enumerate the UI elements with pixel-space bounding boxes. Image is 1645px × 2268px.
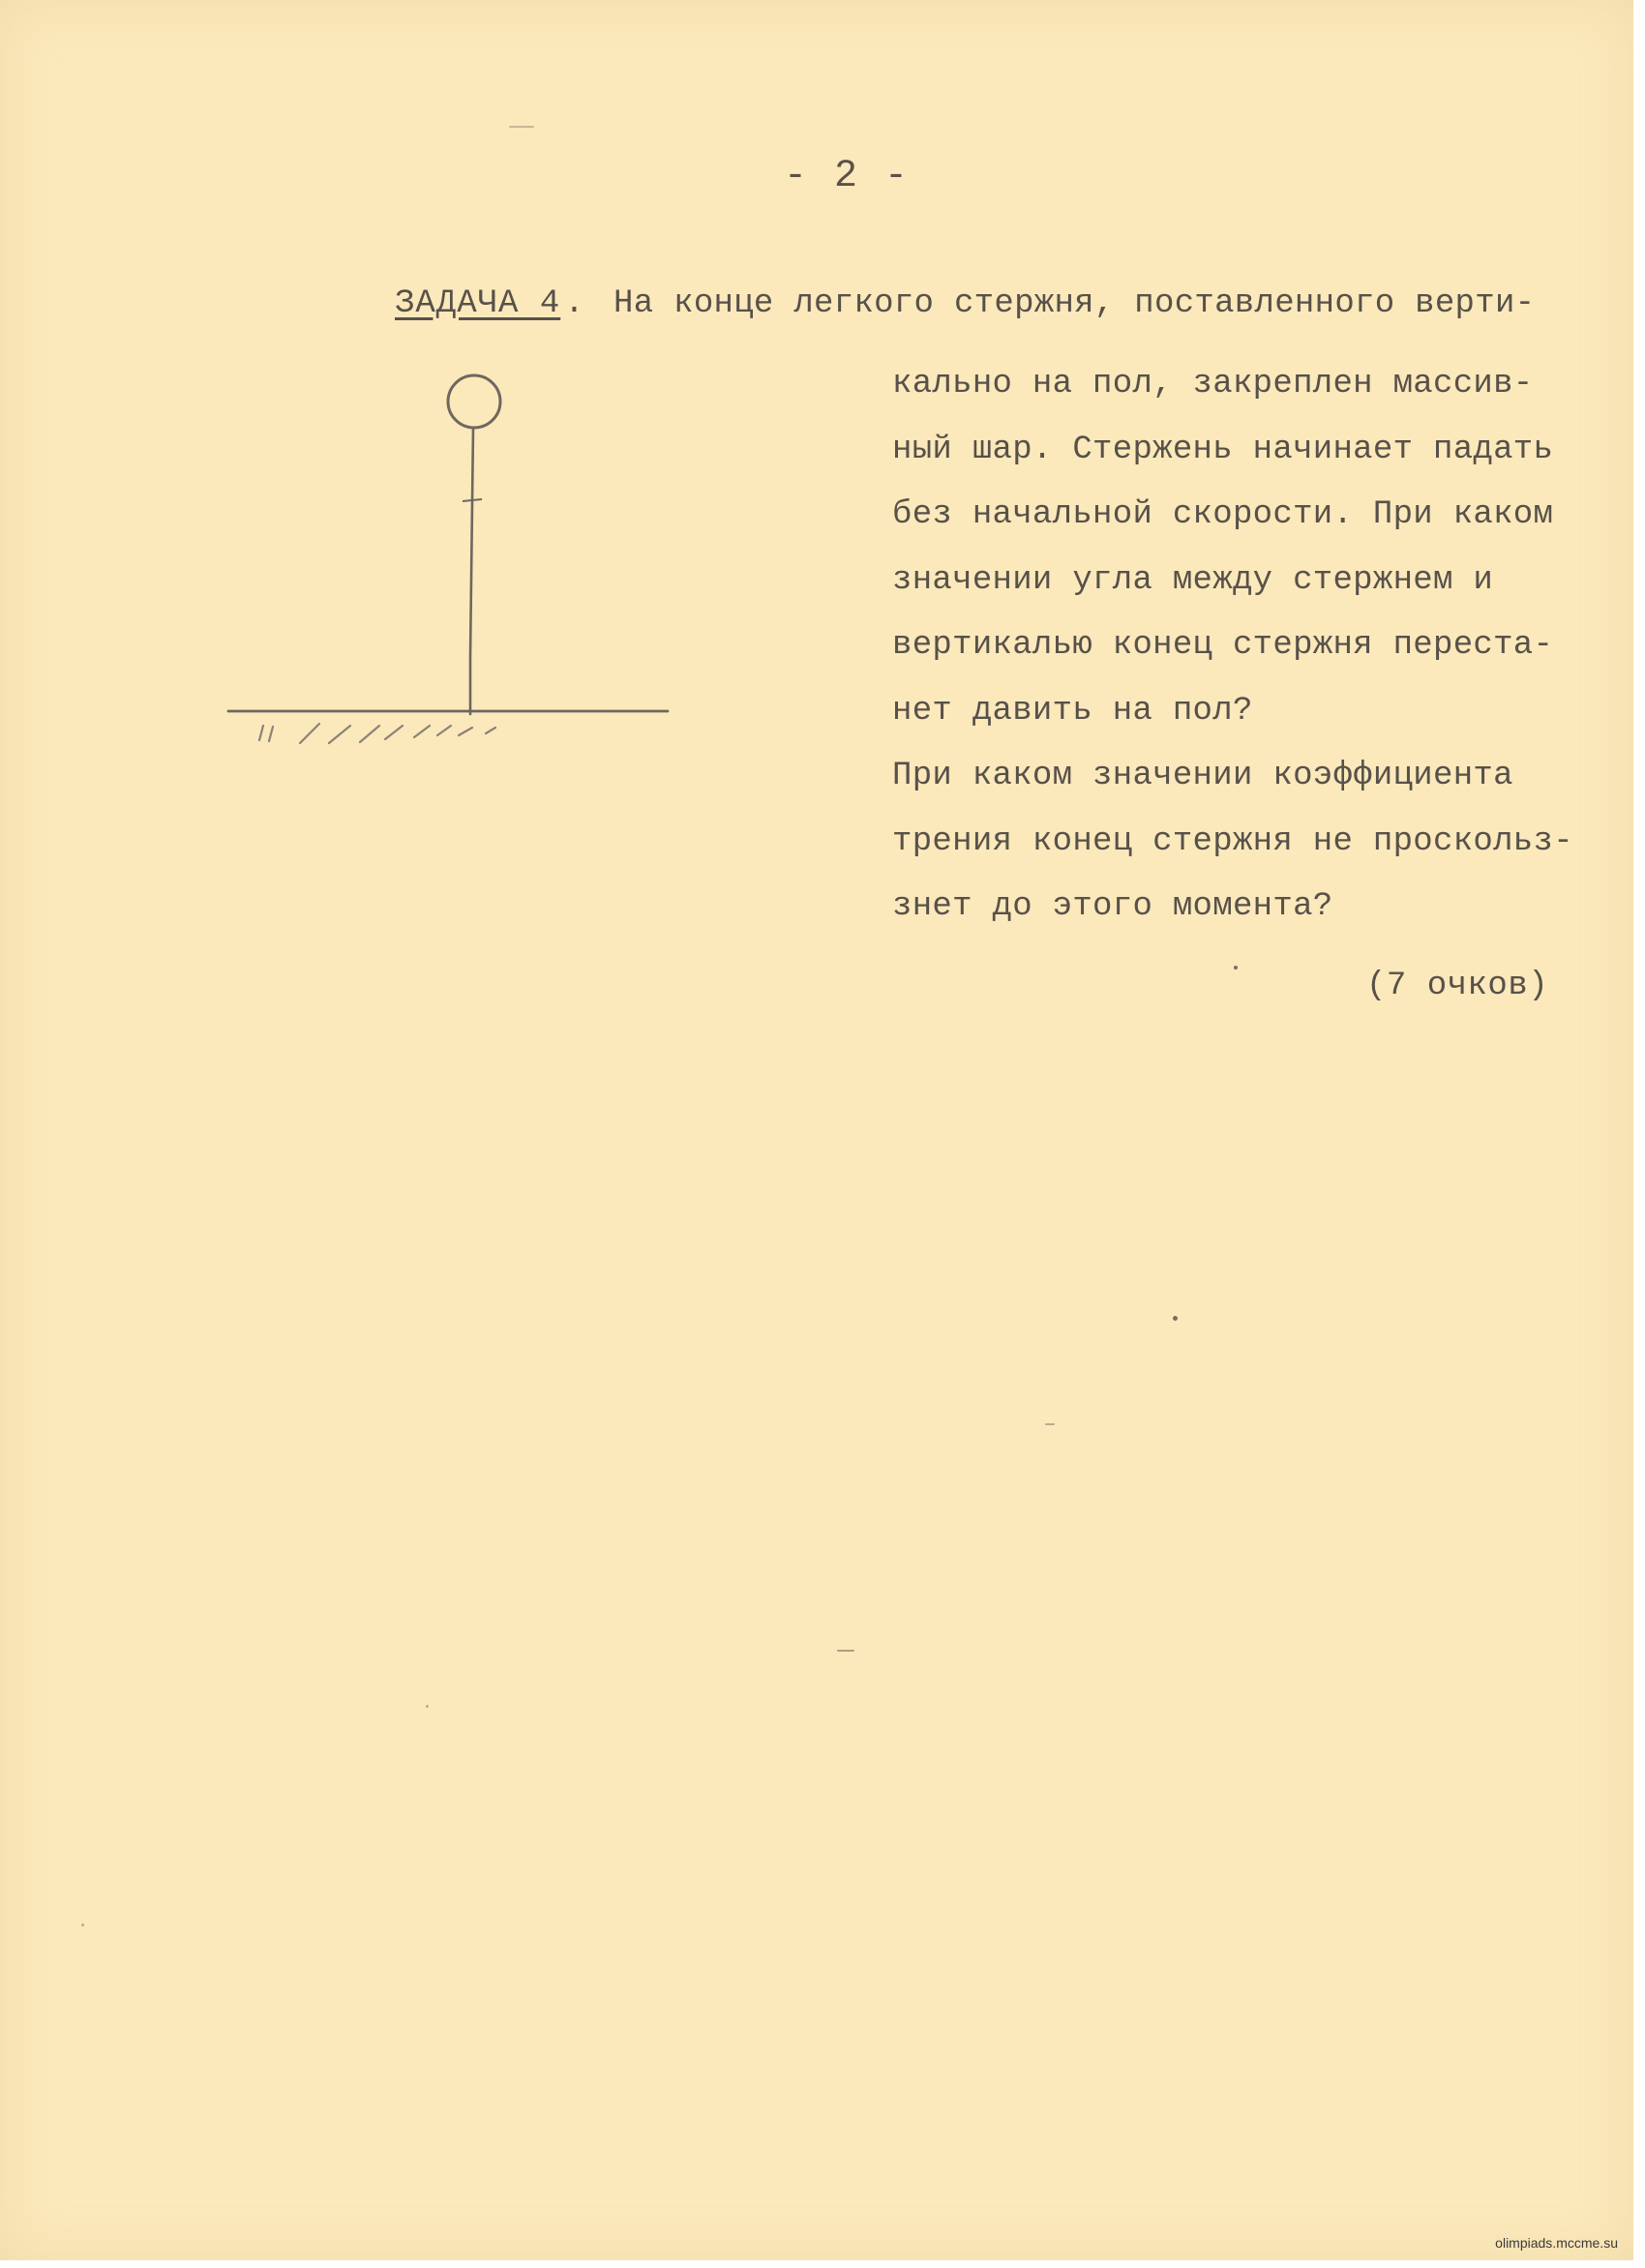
- task-text-line: трения конец стержня не проскольз-: [892, 822, 1573, 860]
- paper-speck: [1045, 1423, 1055, 1425]
- rod-line: [470, 428, 473, 714]
- task-label: ЗАДАЧА 4: [395, 285, 561, 322]
- task-text-line: нет давить на пол?: [892, 692, 1253, 730]
- task-points: (7 очков): [1366, 968, 1549, 1004]
- task-heading: [395, 285, 585, 322]
- paper-speck: [837, 1650, 854, 1652]
- paper-speck: [81, 1924, 84, 1926]
- task-text-body: [892, 352, 1573, 940]
- paper-speck: [509, 126, 534, 128]
- page-number: - 2 -: [784, 155, 911, 198]
- task-label-dot: .: [564, 285, 585, 322]
- task-text-first-line: На конце легкого стержня, поставленного верти-: [613, 285, 1536, 322]
- paper-speck: [1173, 1316, 1178, 1321]
- task-text-line: значении угла между стержнем и: [892, 561, 1494, 599]
- site-watermark: olimpiads.mccme.su: [1495, 2235, 1618, 2251]
- rod-tick: [463, 499, 482, 501]
- paper-speck: [1234, 966, 1238, 970]
- rod-with-ball-on-floor-sketch: [223, 368, 687, 755]
- task-text-line: вертикалью конец стержня переста-: [892, 627, 1554, 664]
- floor-line: [228, 711, 668, 712]
- task-text-line: без начальной скорости. При каком: [892, 496, 1554, 533]
- task-text-line: ный шар. Стержень начинает падать: [892, 431, 1554, 468]
- task-text-line: знет до этого момента?: [892, 888, 1333, 925]
- paper-speck: [426, 1705, 429, 1708]
- task-text-line: кально на пол, закреплен массив-: [892, 366, 1534, 403]
- ball-icon: [448, 375, 500, 428]
- task-text-line: При каком значении коэффициента: [892, 758, 1513, 794]
- floor-hatching: [259, 724, 495, 743]
